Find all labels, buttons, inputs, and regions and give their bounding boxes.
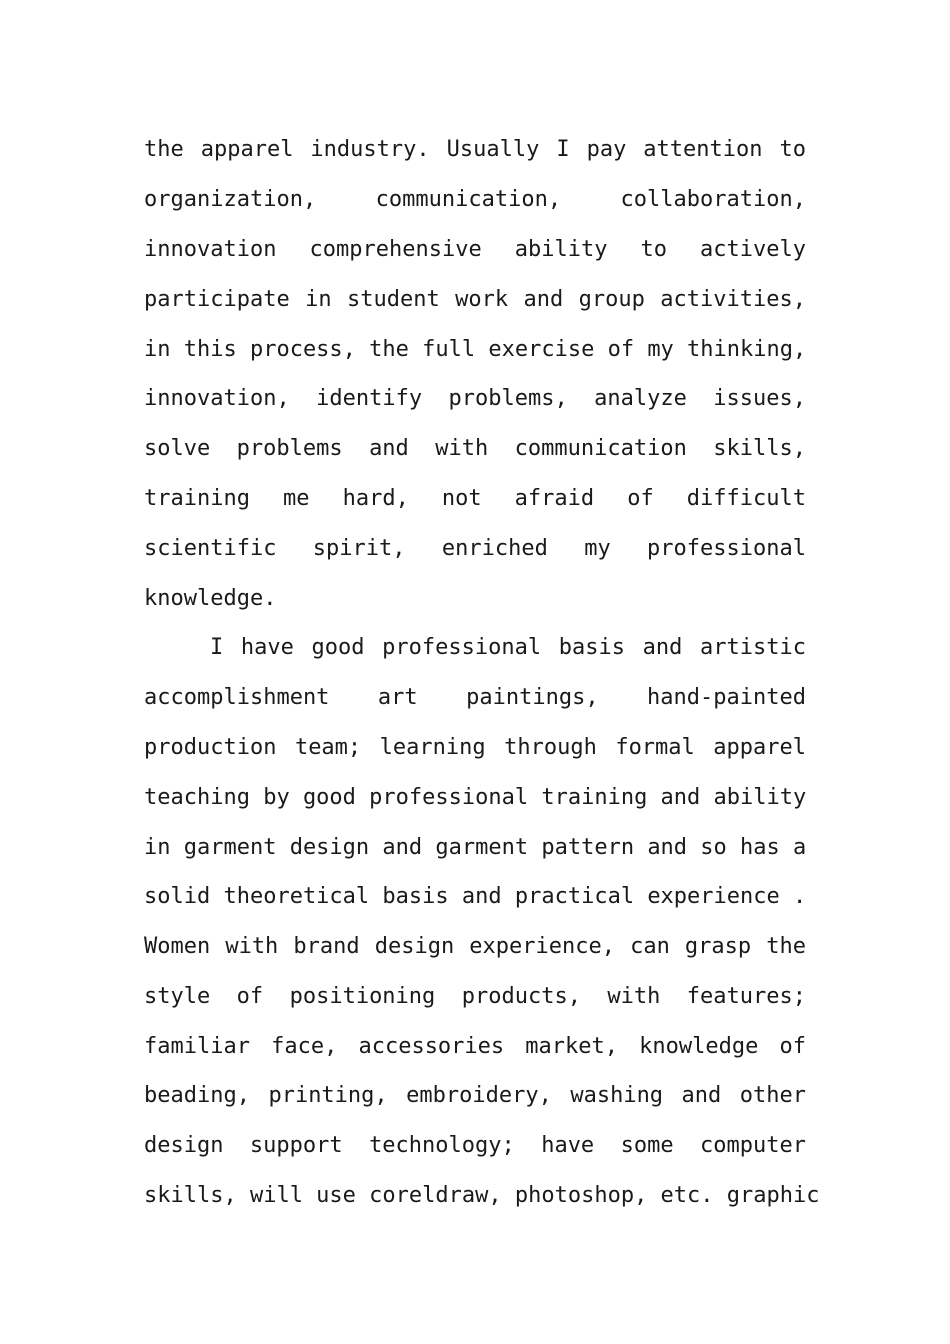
paragraph-1-line-9: scientific spirit, enriched my professional — [144, 536, 806, 561]
paragraph-1-line-6: innovation, identify problems, analyze issues, — [144, 386, 806, 411]
paragraph-1-line-2: organization, communication, collaboration, — [144, 187, 806, 212]
paragraph-2-line-8: style of positioning products, with features; — [144, 984, 806, 1009]
paragraph-2-line-9: familiar face, accessories market, knowledge of — [144, 1034, 806, 1059]
paragraph-1-line-3: innovation comprehensive ability to actively — [144, 237, 806, 262]
paragraph-2-line-2: accomplishment art paintings, hand-painted — [144, 685, 806, 710]
paragraph-2-line-1: I have good professional basis and artistic — [210, 635, 806, 660]
paragraph-2-line-4: teaching by good professional training and ability — [144, 785, 807, 810]
paragraph-1-line-5: in this process, the full exercise of my thinking, — [144, 337, 807, 362]
paragraph-1-line-8: training me hard, not afraid of difficult — [144, 486, 806, 511]
paragraph-2-line-11: design support technology; have some computer — [144, 1133, 806, 1158]
paragraph-2-line-7: Women with brand design experience, can grasp the — [144, 934, 806, 959]
paragraph-1-line-10: knowledge. — [144, 586, 277, 611]
paragraph-1-line-7: solve problems and with communication skills, — [144, 436, 806, 461]
paragraph-2-line-5: in garment design and garment pattern and so has a — [144, 835, 807, 860]
paragraph-1-line-4: participate in student work and group activities, — [144, 287, 806, 312]
paragraph-2-line-10: beading, printing, embroidery, washing and other — [144, 1083, 806, 1108]
paragraph-2-line-3: production team; learning through formal apparel — [144, 735, 806, 760]
paragraph-2-line-6: solid theoretical basis and practical experience . — [144, 884, 807, 909]
paragraph-2-line-12: skills, will use coreldraw, photoshop, etc. graphic — [144, 1183, 820, 1208]
paragraph-1-line-1: the apparel industry. Usually I pay attention to — [144, 137, 806, 162]
